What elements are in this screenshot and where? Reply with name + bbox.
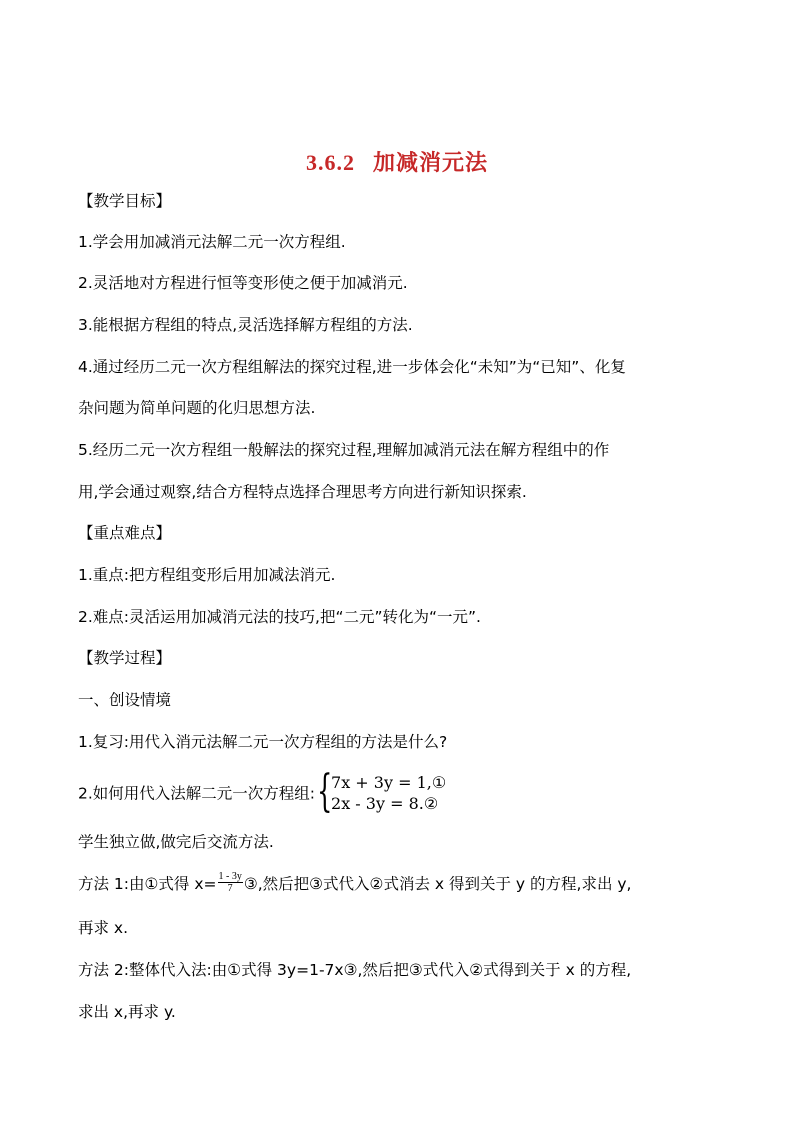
fraction-denominator: 7: [227, 883, 233, 894]
goal-item-5-line2: 用,学会通过观察,结合方程特点选择合理思考方向进行新知识探索.: [78, 483, 527, 501]
keypoints-heading: 【重点难点】: [78, 524, 172, 542]
method-2-line2: 求出 x,再求 y.: [78, 1003, 176, 1021]
method-1-prefix: 方法 1:由①式得 x=: [78, 875, 217, 893]
equation-2: 2x - 3y = 8.②: [331, 794, 439, 813]
goal-item-5-line1: 5.经历二元一次方程组一般解法的探究过程,理解加减消元法在解方程组中的作: [78, 441, 610, 459]
student-instruction: 学生独立做,做完后交流方法.: [78, 833, 274, 851]
page-title: [0, 146, 794, 177]
equation-system: [317, 766, 457, 817]
goals-heading: 【教学目标】: [78, 192, 172, 210]
goal-item-4-line1: 4.通过经历二元一次方程组解法的探究过程,进一步体会化“未知”为“已知”、化复: [78, 358, 626, 376]
question-1: 1.复习:用代入消元法解二元一次方程组的方法是什么?: [78, 733, 448, 751]
left-brace-icon: {: [317, 766, 333, 817]
section-number: 3.6.2: [305, 150, 355, 175]
fraction: [218, 871, 243, 894]
question-2-text: 2.如何用代入法解二元一次方程组:: [78, 784, 316, 803]
goal-item-1: 1.学会用加减消元法解二元一次方程组.: [78, 233, 346, 251]
keypoint-item-1: 1.重点:把方程组变形后用加减法消元.: [78, 566, 336, 584]
goal-item-2: 2.灵活地对方程进行恒等变形使之便于加减消元.: [78, 274, 408, 292]
section-heading-1: 一、创设情境: [78, 691, 172, 709]
goal-item-3: 3.能根据方程组的特点,灵活选择解方程组的方法.: [78, 316, 413, 334]
goal-item-4-line2: 杂问题为简单问题的化归思想方法.: [78, 399, 316, 417]
method-1-line2: 再求 x.: [78, 919, 129, 937]
fraction-numerator: 1 - 3y: [218, 871, 242, 882]
equation-1: 7x + 3y = 1,①: [331, 773, 447, 792]
process-heading: 【教学过程】: [78, 649, 172, 667]
method-1-suffix: ③,然后把③式代入②式消去 x 得到关于 y 的方程,求出 y,: [243, 875, 632, 893]
method-1-line1: [78, 873, 718, 896]
title-text: 加减消元法: [372, 151, 488, 176]
keypoint-item-2: 2.难点:灵活运用加减消元法的技巧,把“二元”转化为“一元”.: [78, 608, 481, 626]
question-2: [78, 766, 718, 817]
method-2-line1: 方法 2:整体代入法:由①式得 3y=1-7x③,然后把③式代入②式得到关于 x 的方程,: [78, 961, 632, 979]
